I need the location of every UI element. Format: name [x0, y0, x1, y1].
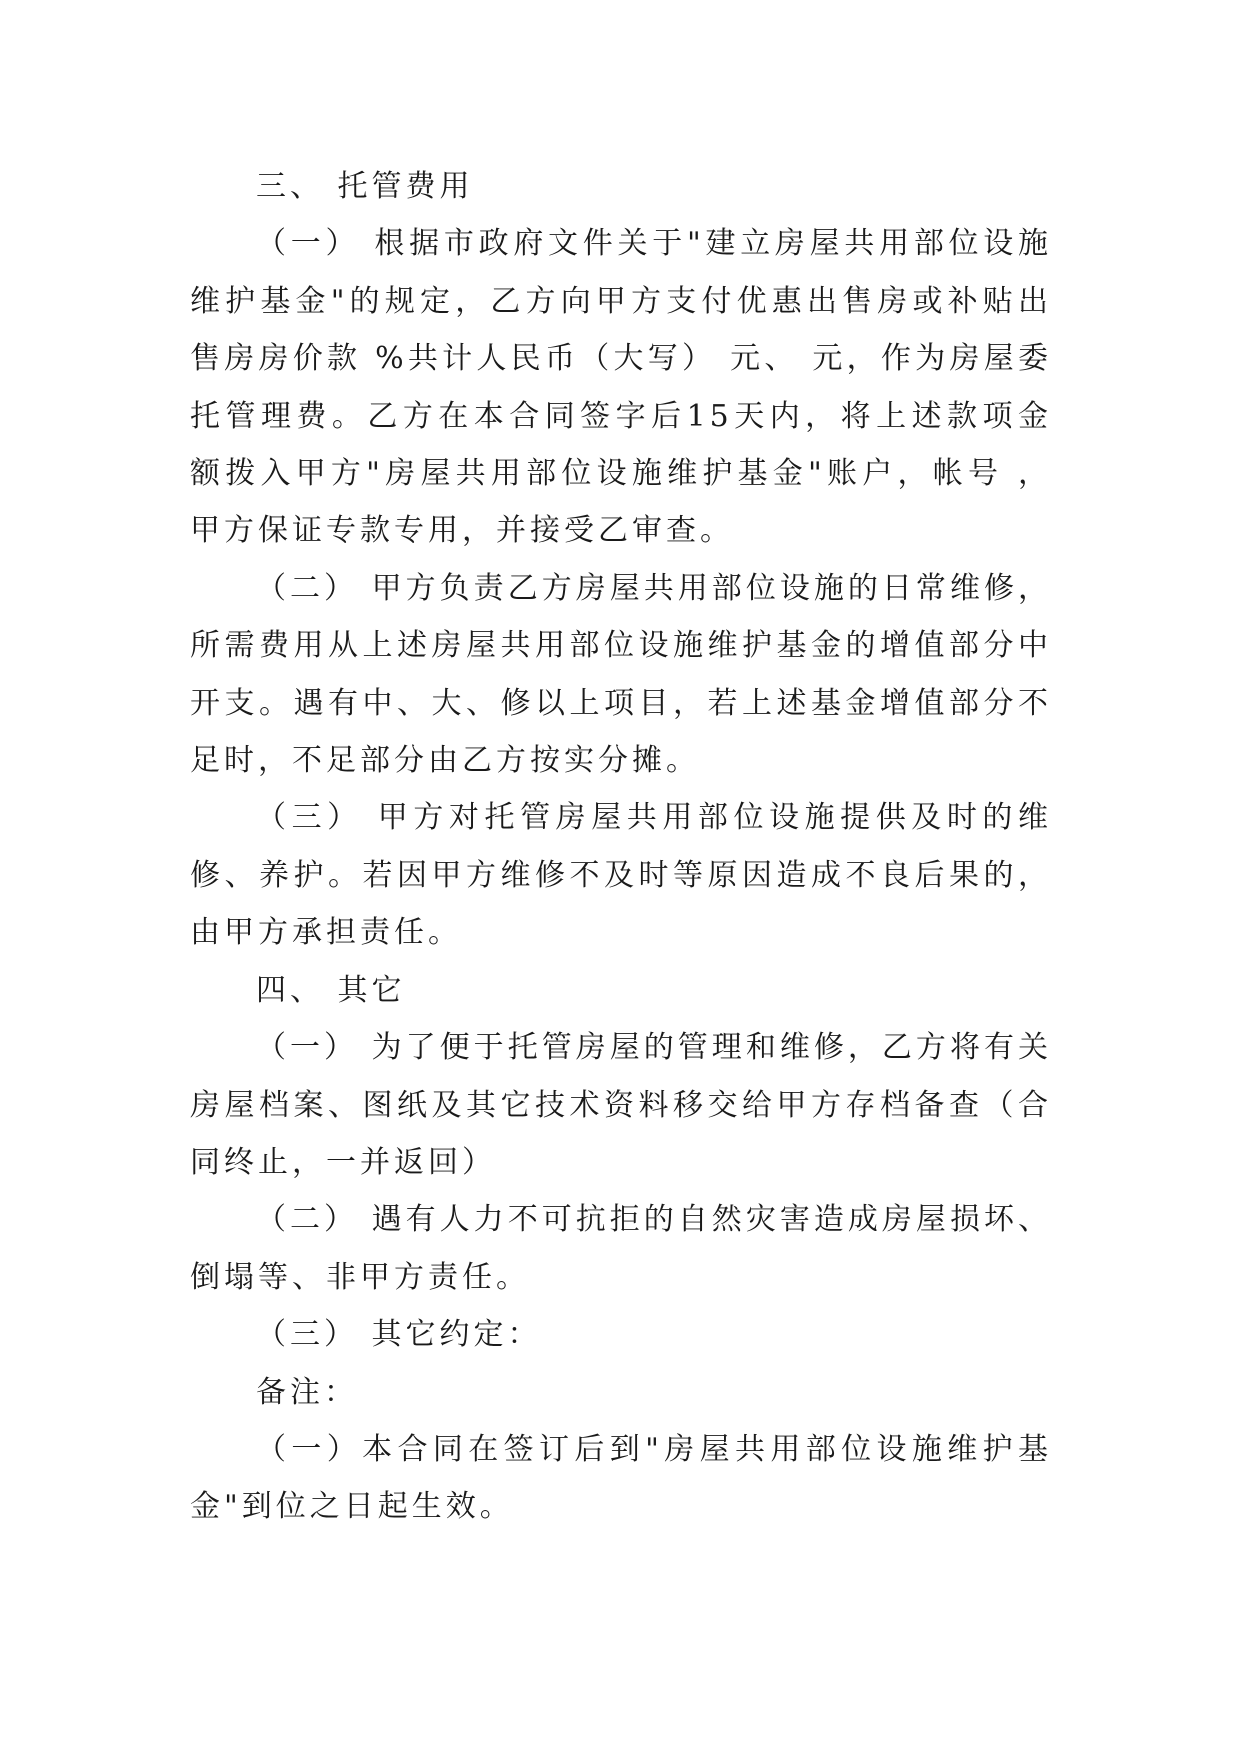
section-3-title: 三、 托管费用 [256, 169, 474, 204]
section-4-paragraph-1: （一） 为了便于托管房屋的管理和维修，乙方将有关房屋档案、图纸及其它技术资料移交给甲方存档备查（合同终止，一并返回） [190, 1030, 1052, 1180]
section-3-paragraph-1: （一） 根据市政府文件关于"建立房屋共用部位设施维护基金"的规定，乙方向甲方支付优惠出售房或补贴出售房房价款 %共计人民币（大写） 元、 元，作为房屋委托管理费。乙方在本合同签字后15天内，将上述款项金额拨入甲方"房屋共用部位设施维护基金"账户，帐号 ，甲方保证专款专用，并接受乙审查。 [190, 226, 1052, 549]
section-4-paragraph-3: （三） 其它约定： [256, 1317, 542, 1353]
section-4-paragraph-2: （二） 遇有人力不可抗拒的自然灾害造成房屋损坏、倒塌等、非甲方责任。 [190, 1202, 1052, 1295]
note-paragraph-1: （一）本合同在签订后到"房屋共用部位设施维护基金"到位之日起生效。 [190, 1431, 1052, 1525]
section-3-paragraph-2: （二） 甲方负责乙方房屋共用部位设施的日常维修，所需费用从上述房屋共用部位设施维护基金的增值部分中开支。遇有中、大、修以上项目，若上述基金增值部分不足时，不足部分由乙方按实分摊。 [190, 570, 1052, 779]
section-4-title: 四、 其它 [256, 972, 406, 1008]
document-body [190, 158, 1052, 1536]
note-title: 备注： [256, 1374, 358, 1410]
section-3-paragraph-3: （三） 甲方对托管房屋共用部位设施提供及时的维修、养护。若因甲方维修不及时等原因造成不良后果的，由甲方承担责任。 [190, 800, 1052, 951]
